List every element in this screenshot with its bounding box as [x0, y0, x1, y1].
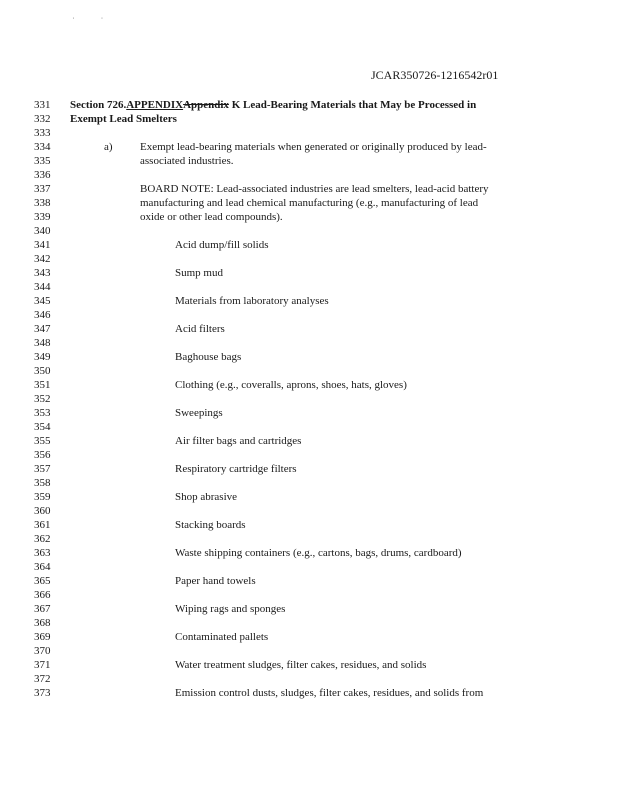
line-number: 361	[34, 519, 51, 531]
line-number: 371	[34, 659, 51, 671]
list-item: Shop abrasive	[175, 491, 238, 503]
list-item: Waste shipping containers (e.g., cartons, bags, drums, cardboard)	[175, 547, 462, 559]
line-number: 340	[34, 225, 51, 237]
line-number: 336	[34, 169, 51, 181]
list-item: Emission control dusts, sludges, filter cakes, residues, and solids from	[175, 687, 484, 699]
line-number: 367	[34, 603, 51, 615]
line-number: 334	[34, 141, 51, 153]
line-number: 369	[34, 631, 51, 643]
section-title-text: K Lead-Bearing Materials that May be Processed in	[228, 99, 477, 111]
section-prefix: Section 726.	[70, 99, 127, 111]
subsection-text-line2: associated industries.	[140, 155, 234, 167]
line-number: 362	[34, 533, 51, 545]
list-item: Respiratory cartridge filters	[175, 463, 297, 475]
line-number: 354	[34, 421, 51, 433]
board-note-line1: BOARD NOTE: Lead-associated industries are lead smelters, lead-acid battery	[140, 183, 489, 195]
line-number: 341	[34, 239, 51, 251]
list-item: Acid filters	[175, 323, 225, 335]
top-mark: ˙ ˙	[72, 16, 116, 25]
line-number: 363	[34, 547, 51, 559]
list-item: Materials from laboratory analyses	[175, 295, 329, 307]
line-number: 373	[34, 687, 51, 699]
line-number: 338	[34, 197, 51, 209]
line-number: 339	[34, 211, 51, 223]
line-number: 351	[34, 379, 51, 391]
line-number: 370	[34, 645, 51, 657]
deleted-text: Appendix	[183, 99, 229, 111]
list-item: Baghouse bags	[175, 351, 242, 363]
line-number: 368	[34, 617, 51, 629]
line-number: 348	[34, 337, 51, 349]
line-number: 360	[34, 505, 51, 517]
inserted-text: APPENDIX	[126, 99, 184, 111]
line-number: 349	[34, 351, 51, 363]
line-number: 345	[34, 295, 51, 307]
line-number: 356	[34, 449, 51, 461]
section-title-line1	[70, 98, 476, 112]
line-number: 347	[34, 323, 51, 335]
document-id: JCAR350726-1216542r01	[371, 68, 499, 82]
line-number: 332	[34, 113, 51, 125]
list-item: Wiping rags and sponges	[175, 603, 286, 615]
line-number: 350	[34, 365, 51, 377]
line-number: 352	[34, 393, 51, 405]
line-number: 335	[34, 155, 51, 167]
list-item: Sweepings	[175, 407, 223, 419]
section-title-line2: Exempt Lead Smelters	[70, 113, 177, 125]
board-note-line3: oxide or other lead compounds).	[140, 211, 283, 223]
line-number: 365	[34, 575, 51, 587]
line-number: 366	[34, 589, 51, 601]
line-number: 357	[34, 463, 51, 475]
line-number: 342	[34, 253, 51, 265]
list-item: Air filter bags and cartridges	[175, 435, 302, 447]
list-item: Sump mud	[175, 267, 223, 279]
list-item: Contaminated pallets	[175, 631, 269, 643]
line-number: 372	[34, 673, 51, 685]
line-number: 333	[34, 127, 51, 139]
list-item: Paper hand towels	[175, 575, 256, 587]
subsection-label: a)	[104, 141, 113, 153]
list-item: Acid dump/fill solids	[175, 239, 269, 251]
list-item: Stacking boards	[175, 519, 246, 531]
list-item: Water treatment sludges, filter cakes, residues, and solids	[175, 659, 427, 671]
line-number: 364	[34, 561, 51, 573]
line-number: 358	[34, 477, 51, 489]
line-number: 355	[34, 435, 51, 447]
line-number: 331	[34, 99, 51, 111]
list-item: Clothing (e.g., coveralls, aprons, shoes, hats, gloves)	[175, 379, 407, 391]
line-number: 344	[34, 281, 51, 293]
line-number: 343	[34, 267, 51, 279]
line-number: 337	[34, 183, 51, 195]
line-number: 359	[34, 491, 51, 503]
board-note-line2: manufacturing and lead chemical manufacturing (e.g., manufacturing of lead	[140, 197, 479, 209]
line-number: 346	[34, 309, 51, 321]
line-number: 353	[34, 407, 51, 419]
subsection-text-line1: Exempt lead-bearing materials when generated or originally produced by lead-	[140, 141, 487, 153]
